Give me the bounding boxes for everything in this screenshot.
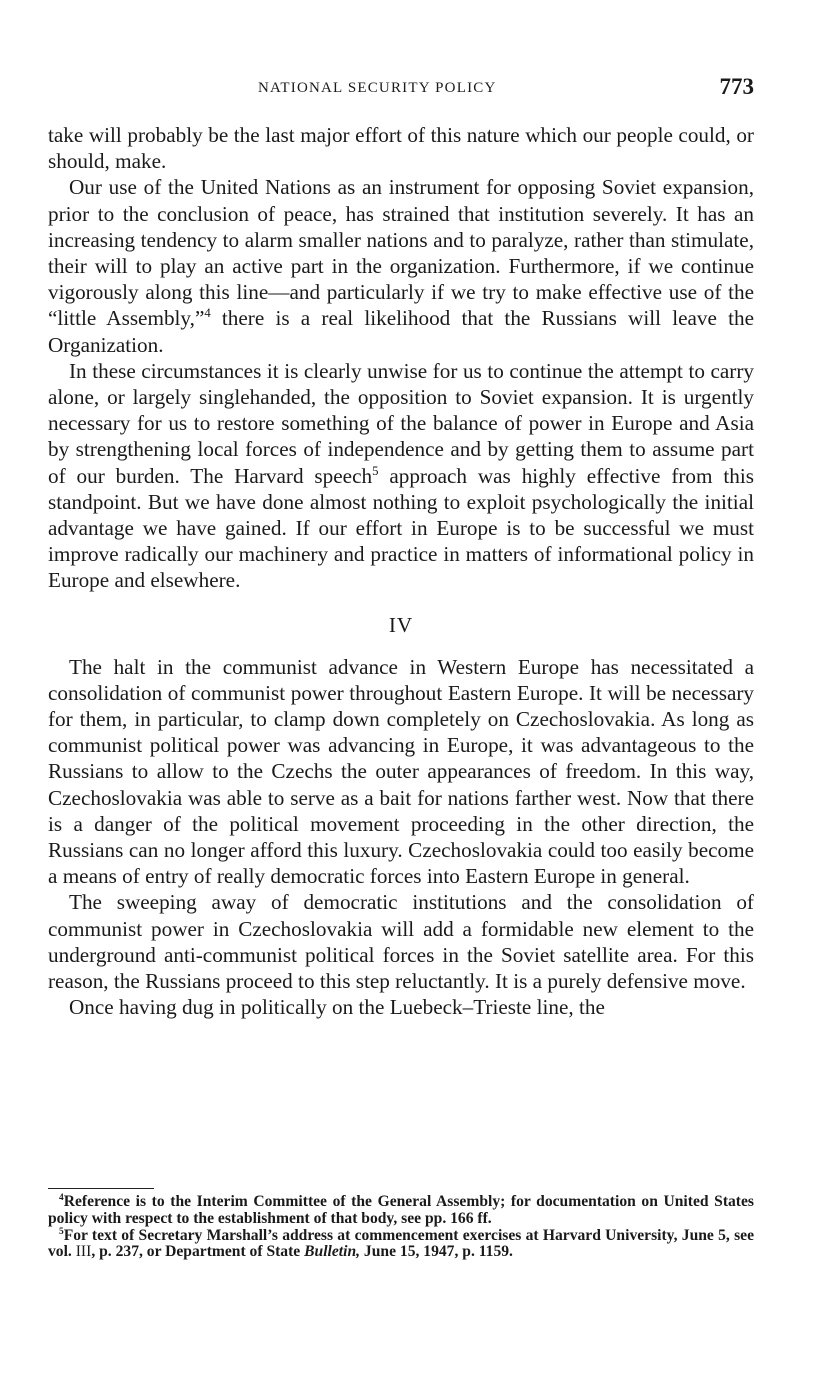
paragraph: Once having dug in politically on the Luebeck–Trieste line, the xyxy=(69,995,605,1020)
footnote-divider xyxy=(48,1188,154,1189)
body-text xyxy=(48,122,754,1021)
section-heading: IV xyxy=(388,612,414,637)
footnote-marker: 4 xyxy=(59,1192,64,1203)
paragraph-continued: take will probably be the last major effort of this nature which our people could, or should, make. xyxy=(48,123,754,174)
paragraph: The sweeping away of democratic institutions and the consolidation of communist power in Czechoslovakia will add a formidable new element to the underground anti-communist political forces in the Soviet satellite area. For this reason, the Russians proceed to this step reluctantly. It is a purely defensive move. xyxy=(48,890,754,994)
running-title: NATIONAL SECURITY POLICY xyxy=(258,80,497,96)
footnote-marker: 5 xyxy=(59,1226,64,1237)
page-number: 773 xyxy=(719,74,754,99)
paragraph: Our use of the United Nations as an instrument for opposing Soviet expansion, prior to the conclusion of peace, has strained that institution severely. It has an increasing tendency to alarm smaller nations and to paralyze, rather than stimulate, their will to play an active part in the organization. Furthermore, if we continue vigorously along this line—and particularly if we try to make effective use of the “little Assembly,”$^4$ there is a real likelihood that the Russians will leave the Organization. xyxy=(48,175,754,357)
paragraph: The halt in the communist advance in Western Europe has necessitated a consolidation of communist power throughout Eastern Europe. It will be necessary for them, in particular, to clamp down completely on Czechoslovakia. As long as communist political power was advancing in Europe, it was advantageous to the Russians to allow to the Czechs the outer appearances of freedom. In this way, Czechoslovakia was able to serve as a bait for nations farther west. Now that there is a danger of the political movement proceeding in the other direction, the Russians can no longer afford this luxury. Czechoslovakia could too easily become a means of entry of really democratic forces into Eastern Europe in general. xyxy=(48,654,754,889)
publication-title: Bulletin, xyxy=(304,1243,361,1261)
running-header xyxy=(48,74,754,104)
footnotes xyxy=(48,1194,754,1261)
volume-number: III xyxy=(75,1243,92,1261)
footnote-reference[interactable]: 5 xyxy=(372,463,379,478)
footnote: $^5$For text of Secretary Marshall’s address at commencement exercises at Harvard University, June 5, see vol. III, p. 237, or Department of State Bulletin, June 15, 1947, p. 1159. xyxy=(48,1226,754,1261)
footnote-reference[interactable]: 4 xyxy=(204,306,211,321)
paragraph: In these circumstances it is clearly unwise for us to continue the attempt to carry alone, or largely singlehanded, the opposition to Soviet expansion. It is urgently necessary for us to restore something of the balance of power in Europe and Asia by strengthening local forces of independence and by getting them to assume part of our burden. The Harvard speech$^5$ approach was highly effective from this standpoint. But we have done almost nothing to exploit psychologically the initial advantage we have gained. If our effort in Europe is to be successful we must improve radically our machinery and practice in matters of informational policy in Europe and elsewhere. xyxy=(48,358,755,593)
footnote: $^4$Reference is to the Interim Committee of the General Assembly; for documentation on United States policy with respect to the establishment of that body, see pp. 166 ff. xyxy=(48,1192,754,1227)
